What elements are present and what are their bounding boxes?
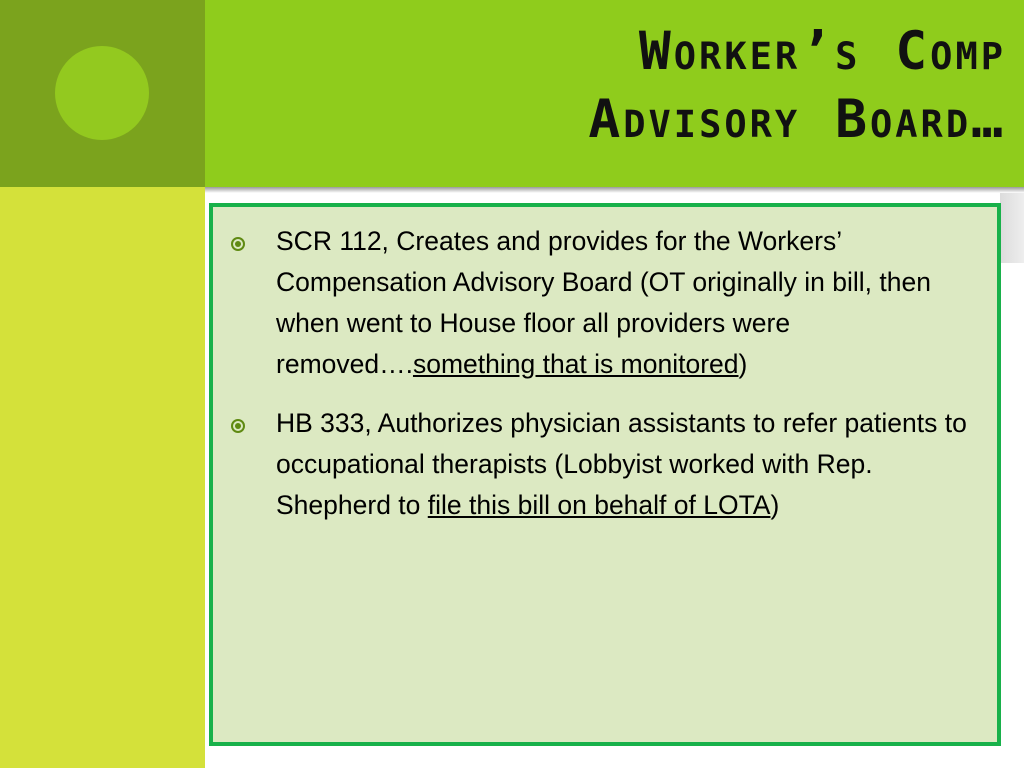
bullet-text: SCR 112, Creates and provides for the Workers’ Compensation Advisory Board (OT originally in bill, then when went to House floor all providers were removed…. <box>276 226 931 379</box>
left-bottom-panel <box>0 187 205 768</box>
title-shadow <box>205 187 1024 193</box>
slide-title-line-2: Advisory Board… <box>588 89 1006 150</box>
slide-title <box>588 18 1006 154</box>
underlined-text: file this bill on behalf of LOTA <box>427 490 771 520</box>
target-bullet-icon <box>231 237 245 251</box>
slide-title-line-1: Worker’s Comp <box>638 21 1006 82</box>
bullet-text: HB 333, Authorizes physician assistants to refer patients to occupational therapists (Lobbyist worked with Rep. Shepherd to <box>276 408 967 520</box>
decorative-circle <box>55 46 149 140</box>
content-box <box>209 203 1001 746</box>
bullet-item-hb-333 <box>213 403 987 526</box>
bullet-text-end: ) <box>770 490 780 520</box>
bullet-text-end: ) <box>738 349 748 379</box>
bullet-item-scr-112 <box>213 221 987 385</box>
target-bullet-icon <box>231 419 245 433</box>
right-edge-strip <box>1000 193 1024 263</box>
underlined-text: something that is monitored <box>412 349 739 379</box>
bullet-list <box>213 207 997 526</box>
